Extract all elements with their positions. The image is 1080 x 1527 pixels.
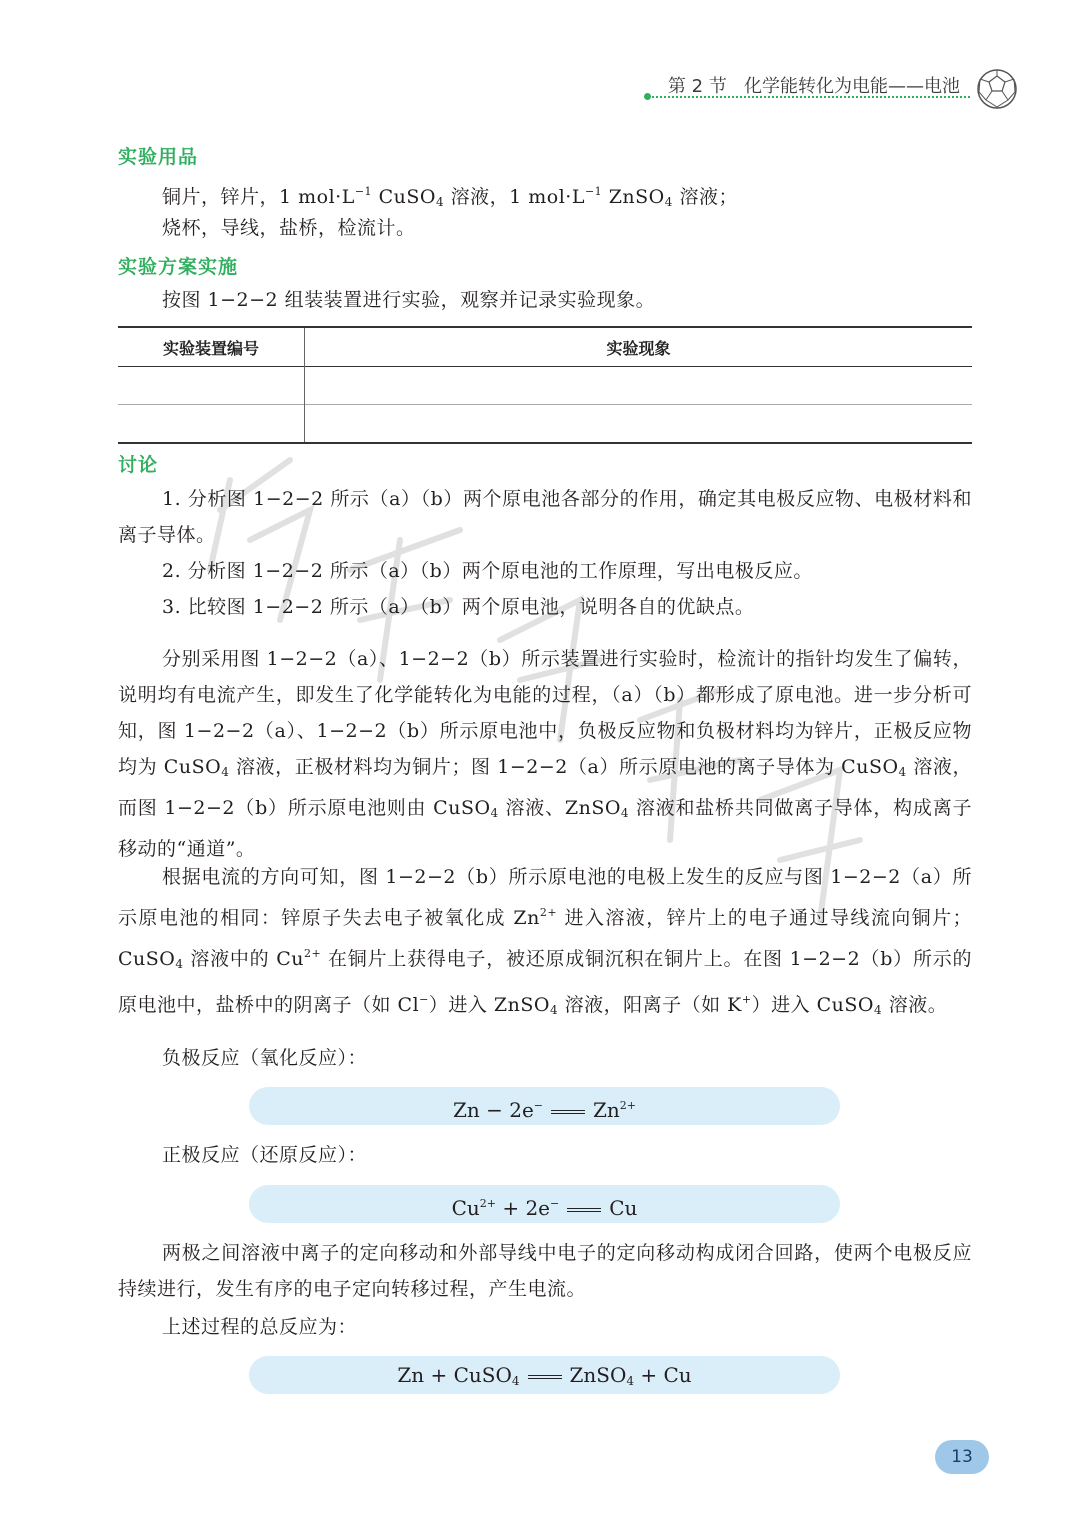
equals-sign — [551, 1110, 585, 1114]
eq-text: + 2e — [495, 1196, 551, 1220]
page-header — [668, 72, 960, 98]
eq-text: ZnSO — [569, 1363, 627, 1387]
header-divider — [648, 96, 970, 98]
header-section: 第 2 节 — [667, 76, 727, 97]
materials-sup: −1 — [584, 185, 603, 198]
equation-positive — [249, 1185, 840, 1223]
eq-text: Zn − 2e — [452, 1098, 534, 1122]
materials-text: 溶液； — [672, 186, 738, 208]
materials-text: CuSO — [372, 186, 436, 208]
eq-text: Cu — [609, 1196, 638, 1220]
materials-text: 溶液，1 mol·L — [444, 186, 585, 208]
plan-text: 按图 1−2−2 组装装置进行实验，观察并记录实验现象。 — [162, 289, 656, 311]
paragraph-1 — [118, 641, 972, 867]
materials-text: 铜片，锌片，1 mol·L — [162, 186, 355, 208]
table-row — [118, 367, 972, 405]
subscript: 4 — [221, 765, 230, 779]
eq-text: Zn + CuSO — [397, 1363, 512, 1387]
discussion-item-1: 1. 分析图 1−2−2 所示（a）（b）两个原电池各部分的作用，确定其电极反应物、电极材料和离子导体。 — [118, 488, 972, 546]
superscript: + — [741, 993, 752, 1006]
page-number: 13 — [935, 1440, 989, 1474]
table-header-row — [118, 327, 972, 367]
experiment-table — [118, 326, 972, 444]
header-title: 化学能转化为电能——电池 — [744, 76, 960, 97]
para-text: 溶液。 — [882, 994, 948, 1016]
table-cell — [118, 405, 305, 444]
eq-sub: 4 — [626, 1374, 635, 1388]
table-cell — [118, 367, 305, 405]
para-text: 溶液，阳离子（如 K — [558, 994, 742, 1016]
paragraph-2 — [118, 859, 972, 1028]
table-row — [118, 405, 972, 444]
materials-sub: 4 — [435, 195, 445, 209]
fullerene-icon — [976, 68, 1018, 110]
para-text: 分别采用图 1−2−2（a）、1−2−2（b）所示装置进行实验时，检流计的指针均发生了偏转，说明均有电流产生，即发生了化学能转化为电能的过程，（a）（b）都形成了原电池。进一步分析可知，图 1−2−2（a）、1−2−2（b）所示原电池中，负极反应物和负极材料均为锌片，正极反应物均为 CuSO — [118, 648, 972, 778]
para-text: 溶液、ZnSO — [498, 797, 621, 819]
materials-line2: 烧杯，导线，盐桥，检流计。 — [162, 217, 416, 239]
para-text: 进入溶液，锌片上的电子通过导线流向铜片；CuSO — [118, 907, 972, 970]
subscript: 4 — [898, 765, 907, 779]
table-header: 实验装置编号 — [118, 327, 305, 367]
discussion-item-2: 2. 分析图 1−2−2 所示（a）（b）两个原电池的工作原理，写出电极反应。 — [162, 560, 813, 582]
equals-sign — [567, 1208, 601, 1212]
superscript: 2+ — [539, 906, 558, 919]
eq-sup: − — [533, 1099, 544, 1112]
subscript: 4 — [549, 1003, 559, 1017]
positive-label: 正极反应（还原反应）： — [162, 1144, 368, 1166]
equation-total — [249, 1356, 840, 1394]
materials-title: 实验用品 — [118, 146, 199, 168]
subscript: 4 — [874, 1003, 883, 1017]
para-text: ）进入 CuSO — [751, 994, 875, 1016]
eq-text: Zn — [593, 1098, 620, 1122]
para-text: 溶液中的 Cu — [183, 948, 304, 970]
discussion-title: 讨论 — [118, 454, 159, 476]
eq-text: Cu — [451, 1196, 480, 1220]
superscript: − — [419, 993, 429, 1006]
para-text: 溶液和盐桥共同做离子导体，构成离子移动的“通道”。 — [118, 797, 973, 860]
superscript: 2+ — [304, 947, 322, 960]
paragraph-3: 两极之间溶液中离子的定向移动和外部导线中电子的定向移动构成闭合回路，使两个电极反应持续进行，发生有序的电子定向转移过程，产生电流。 — [118, 1242, 972, 1300]
negative-label: 负极反应（氧化反应）： — [162, 1047, 368, 1069]
eq-sup: − — [550, 1197, 560, 1210]
plan-title: 实验方案实施 — [118, 256, 239, 278]
table-cell — [305, 367, 973, 405]
materials-text: ZnSO — [602, 186, 665, 208]
para-text: 溶液，正极材料均为铜片；图 1−2−2（a）所示原电池的离子导体为 CuSO — [229, 756, 899, 778]
table-cell — [305, 405, 973, 444]
table-header: 实验现象 — [606, 338, 671, 358]
total-label: 上述过程的总反应为： — [162, 1316, 358, 1338]
materials-sup: −1 — [354, 185, 373, 198]
eq-sup: 2+ — [619, 1099, 637, 1112]
para-text: 在铜片上获得电子，被还原成铜沉积在铜片上。在图 1−2−2（b）所示的原电池中，盐桥中的阴离子（如 Cl — [118, 948, 972, 1016]
header-dot — [644, 93, 651, 100]
para-text: 根据电流的方向可知，图 1−2−2（b）所示原电池的电极上发生的反应与图 1−2−2（a）所示原电池的相同：锌原子失去电子被氧化成 Zn — [118, 866, 972, 929]
subscript: 4 — [175, 957, 184, 971]
para-text: ）进入 ZnSO — [428, 994, 550, 1016]
subscript: 4 — [620, 806, 630, 820]
materials-sub: 4 — [664, 195, 673, 209]
eq-sub: 4 — [511, 1374, 520, 1388]
equation-negative — [249, 1087, 840, 1125]
para-text: 溶液，而图 1−2−2（b）所示原电池则由 CuSO — [118, 756, 972, 819]
discussion-item-3: 3. 比较图 1−2−2 所示（a）（b）两个原电池，说明各自的优缺点。 — [162, 596, 755, 618]
eq-sup: 2+ — [479, 1197, 496, 1210]
subscript: 4 — [490, 806, 499, 820]
equals-sign — [528, 1375, 562, 1379]
eq-text: + Cu — [634, 1363, 692, 1387]
